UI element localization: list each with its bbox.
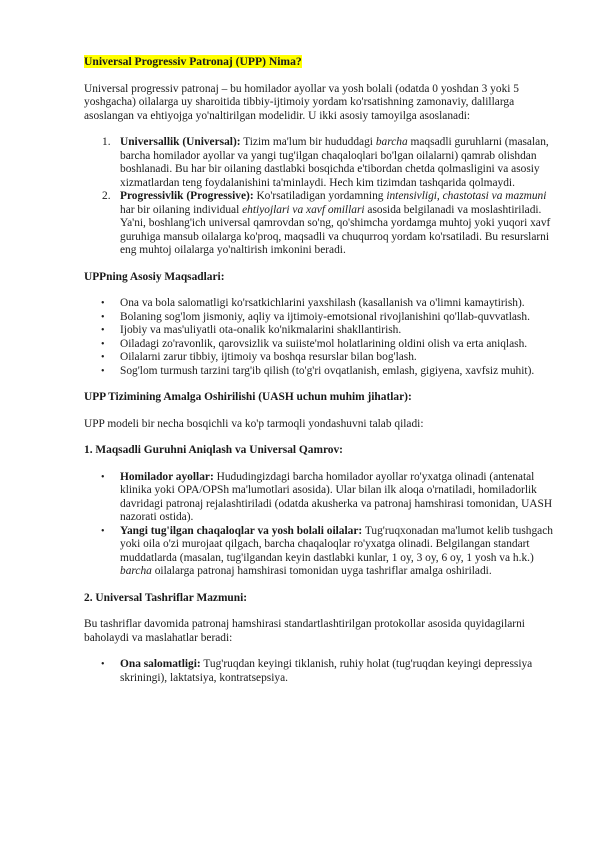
principle-text: Tizim ma'lum bir hududdagi bbox=[240, 136, 376, 148]
page-title: Universal Progressiv Patronaj (UPP) Nima? bbox=[84, 55, 302, 68]
intro-paragraph: Universal progressiv patronaj – bu homilador ayollar va yosh bolali (odatda 0 yoshdan 3 yoki 5 yoshgacha) oilalarga uy sharoitida tibbiy-ijtimoiy yordam ko'rsatishning zamonaviy, dalillarga asoslangan va ehtiyojga yo'naltirilgan modelidir. U ikki asosiy tamoyilga asoslanadi: bbox=[84, 82, 519, 122]
item-label: Ona salomatligi: bbox=[120, 658, 201, 670]
list-number: 1. bbox=[102, 136, 111, 148]
list-item bbox=[84, 338, 554, 352]
bullet-icon: • bbox=[101, 471, 105, 483]
bullet-icon: • bbox=[101, 525, 105, 537]
goal-text: Sog'lom turmush tarzini targ'ib qilish (to'g'ri ovqatlanish, emlash, gigiyena, xavfsiz muhit). bbox=[120, 364, 535, 377]
item-text: Tug'ruqxonadan ma'lumot kelib tushgach yoki oila o'zi murojaat qilgach, barcha chaqaloqlar ro'yxatga olinadi. Belgilangan standart muddatlarda (masalan, tug'ilgandan keyin dastlabki kunlar, 1 oy, 3 oy, 6 oy, 1 yosh va h.k.) bbox=[120, 524, 553, 564]
goal-text: Oilalarni zarur tibbiy, ijtimoiy va boshqa resurslar bilan bog'lash. bbox=[120, 351, 417, 363]
item-label: Yangi tug'ilgan chaqaloqlar va yosh bolali oilalar: bbox=[120, 524, 363, 537]
item-label: Homilador ayollar: bbox=[120, 470, 214, 483]
item-text: Tug'ruqdan keyingi tiklanish, ruhiy holat (tug'ruqdan keyingi depressiya skriningi), laktatsiya, kontratsepsiya. bbox=[120, 658, 533, 684]
bullet-icon: • bbox=[101, 338, 105, 350]
section2-list bbox=[84, 658, 554, 685]
list-number: 2. bbox=[102, 190, 111, 202]
list-item bbox=[84, 351, 554, 365]
principle-emphasis: barcha bbox=[375, 136, 408, 148]
principle-label: Progressivlik (Progressive): bbox=[120, 190, 254, 202]
document-page bbox=[84, 55, 554, 685]
principle-text: Ko'rsatiladigan yordamning bbox=[253, 190, 387, 202]
goal-text: Ijobiy va mas'uliyatli ota-onalik ko'nikmalarini shakllantirish. bbox=[120, 324, 402, 336]
principles-list bbox=[84, 136, 554, 258]
list-item bbox=[84, 324, 554, 338]
list-item bbox=[84, 365, 554, 379]
list-item bbox=[84, 136, 554, 190]
item-emphasis: barcha bbox=[120, 565, 152, 577]
list-item bbox=[84, 297, 554, 311]
goal-text: Bolaning sog'lom jismoniy, aqliy va ijtimoiy-emotsional rivojlanishini qo'llab-quvvatlash. bbox=[120, 310, 530, 323]
section2-heading: 2. Universal Tashriflar Mazmuni: bbox=[84, 591, 248, 604]
principle-text: asosida belgilanadi va moslashtiriladi. Ya'ni, boshlang'ich universal qamrovdan so'ng, qo'shimcha yordamga muhtoj yoki yuqori xavf guruhiga mansub oilalarga ko'proq, maqsadli va chuqurroq yordam ko'rsatiladi. Bu resurslarni eng muhtoj oilalarga yo'naltirish imkonini beradi. bbox=[120, 203, 551, 256]
principle-text: maqsadli guruhlarni (masalan, barcha homilador ayollar va yangi tug'ilgan chaqaloqlari bo'lgan oilalarni) qamrab olishdan boshlanadi. Bu har bir oilaning dastlabki bosqichda e'tibordan chetda qolmasligini va asosiy xizmatlardan teng foydalanishini ta'minlaydi. Hech kim tizimdan tashqarida qolmaydi. bbox=[120, 136, 549, 189]
principle-text: har bir oilaning individual bbox=[120, 203, 243, 216]
list-item bbox=[84, 311, 554, 325]
implementation-intro: UPP modeli bir necha bosqichli va ko'p tarmoqli yondashuvni talab qiladi: bbox=[84, 417, 424, 430]
list-item bbox=[84, 190, 554, 258]
section1-list bbox=[84, 471, 554, 579]
list-item bbox=[84, 471, 554, 525]
bullet-icon: • bbox=[101, 311, 105, 323]
section1-heading: 1. Maqsadli Guruhni Aniqlash va Universal Qamrov: bbox=[84, 444, 343, 456]
list-item bbox=[84, 658, 554, 685]
principle-emphasis: intensivligi, chastotasi va mazmuni bbox=[386, 190, 547, 202]
goals-list bbox=[84, 297, 554, 378]
goal-text: Oiladagi zo'ravonlik, qarovsizlik va suiiste'mol holatlarining oldini olish va erta aniqlash. bbox=[120, 337, 528, 350]
bullet-icon: • bbox=[101, 352, 105, 363]
item-text: oilalarga patronaj hamshirasi tomonidan uyga tashriflar amalga oshiriladi. bbox=[151, 565, 492, 577]
bullet-icon: • bbox=[101, 298, 105, 309]
goal-text: Ona va bola salomatligi ko'rsatkichlarini yaxshilash (kasallanish va o'limni kamaytirish). bbox=[120, 297, 525, 309]
goals-heading: UPPning Asosiy Maqsadlari: bbox=[84, 270, 225, 283]
page-title-line bbox=[84, 55, 554, 70]
bullet-icon: • bbox=[101, 659, 105, 670]
bullet-icon: • bbox=[101, 365, 105, 377]
implementation-heading: UPP Tizimining Amalga Oshirilishi (UASH uchun muhim jihatlar): bbox=[84, 391, 412, 403]
section2-intro: Bu tashriflar davomida patronaj hamshirasi standartlashtirilgan protokollar asosida quyidagilarni baholaydi va maslahatlar beradi: bbox=[84, 618, 525, 644]
bullet-icon: • bbox=[101, 325, 105, 336]
principle-emphasis: ehtiyojlari va xavf omillari bbox=[242, 203, 365, 216]
principle-label: Universallik (Universal): bbox=[120, 136, 241, 148]
item-text: Hududingizdagi barcha homilador ayollar ro'yxatga olinadi (antenatal klinika yoki OPA/OPSh ma'lumotlari asosida). Ular bilan ilk aloqa o'rnatiladi, homiladorlik davridagi patronaj rejalashtiriladi (odatda akusherka va patronaj hamshirasi tomonidan, UASH nazorati ostida). bbox=[120, 470, 553, 523]
list-item bbox=[84, 525, 554, 579]
